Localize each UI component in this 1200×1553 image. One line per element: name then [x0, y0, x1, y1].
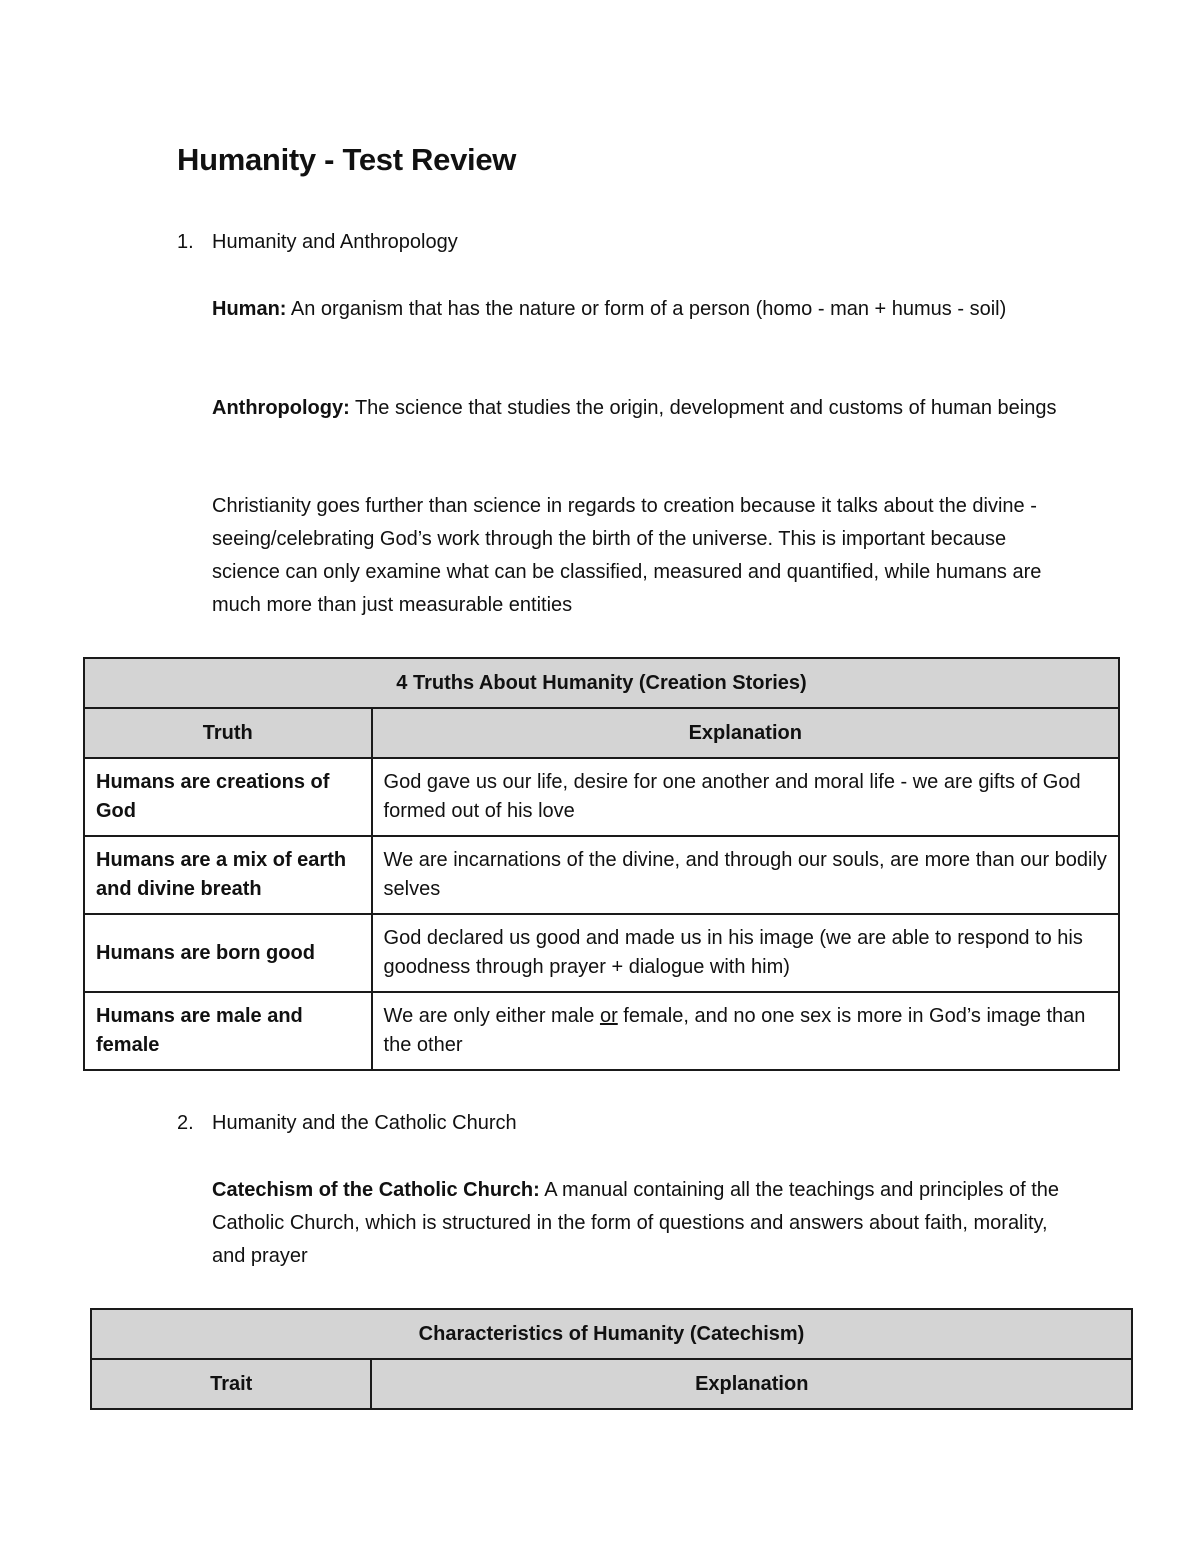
table-row — [84, 992, 1119, 1070]
truths-table-header-truth: Truth — [84, 708, 372, 758]
definition-anthropology — [212, 392, 1072, 425]
truths-table — [83, 657, 1120, 1071]
definition-human-text: An organism that has the nature or form of a person (homo - man + humus - soil) — [286, 298, 1007, 320]
christianity-paragraph: Christianity goes further than science in regards to creation because it talks about the divine - seeing/celebrating God’s work through the birth of the universe. This is important because science can only examine what can be classified, measured and quantified, while humans are much more than just measurable entities — [212, 495, 1042, 616]
truth-cell: Humans are male and female — [84, 992, 372, 1070]
table-row — [84, 914, 1119, 992]
definition-catechism — [212, 1174, 1072, 1273]
catechism-table — [90, 1308, 1133, 1410]
definition-human — [212, 293, 1072, 326]
term-anthropology: Anthropology: — [212, 397, 350, 419]
section-1-number: 1. — [177, 231, 194, 253]
explanation-cell: God declared us good and made us in his image (we are able to respond to his goodness through prayer + dialogue with him) — [372, 914, 1119, 992]
explanation-cell: God gave us our life, desire for one another and moral life - we are gifts of God formed out of his love — [372, 758, 1119, 836]
catechism-table-header-trait: Trait — [91, 1359, 371, 1409]
explanation-cell — [372, 992, 1119, 1070]
page-title: Humanity - Test Review — [177, 142, 517, 177]
definition-catechism-text: A manual containing all the teachings and principles of the Catholic Church, which is structured in the form of questions and answers about faith, morality, and prayer — [212, 1179, 1060, 1267]
truth-cell: Humans are born good — [84, 914, 372, 992]
truth-cell: Humans are creations of God — [84, 758, 372, 836]
section-1-title: Humanity and Anthropology — [212, 231, 458, 253]
explanation-text-before: We are only either male — [383, 1005, 600, 1027]
table-row — [84, 836, 1119, 914]
catechism-table-caption: Characteristics of Humanity (Catechism) — [91, 1309, 1132, 1359]
section-2-title: Humanity and the Catholic Church — [212, 1112, 517, 1134]
definition-anthropology-text: The science that studies the origin, development and customs of human beings — [349, 397, 1057, 419]
section-2-number: 2. — [177, 1112, 194, 1134]
truths-table-header-explanation: Explanation — [372, 708, 1119, 758]
explanation-underlined-word: or — [599, 1005, 618, 1027]
term-catechism: Catechism of the Catholic Church: — [212, 1179, 540, 1201]
explanation-cell: We are incarnations of the divine, and through our souls, are more than our bodily selves — [372, 836, 1119, 914]
table-row — [84, 758, 1119, 836]
explanation-text-after: female, and no one sex is more in God’s image than the other — [383, 1005, 1086, 1056]
truths-table-caption: 4 Truths About Humanity (Creation Stories) — [84, 658, 1119, 708]
catechism-table-header-explanation: Explanation — [371, 1359, 1132, 1409]
truth-cell: Humans are a mix of earth and divine breath — [84, 836, 372, 914]
section-1-heading — [177, 231, 458, 254]
term-human: Human: — [212, 298, 287, 320]
section-2-heading — [177, 1112, 517, 1135]
